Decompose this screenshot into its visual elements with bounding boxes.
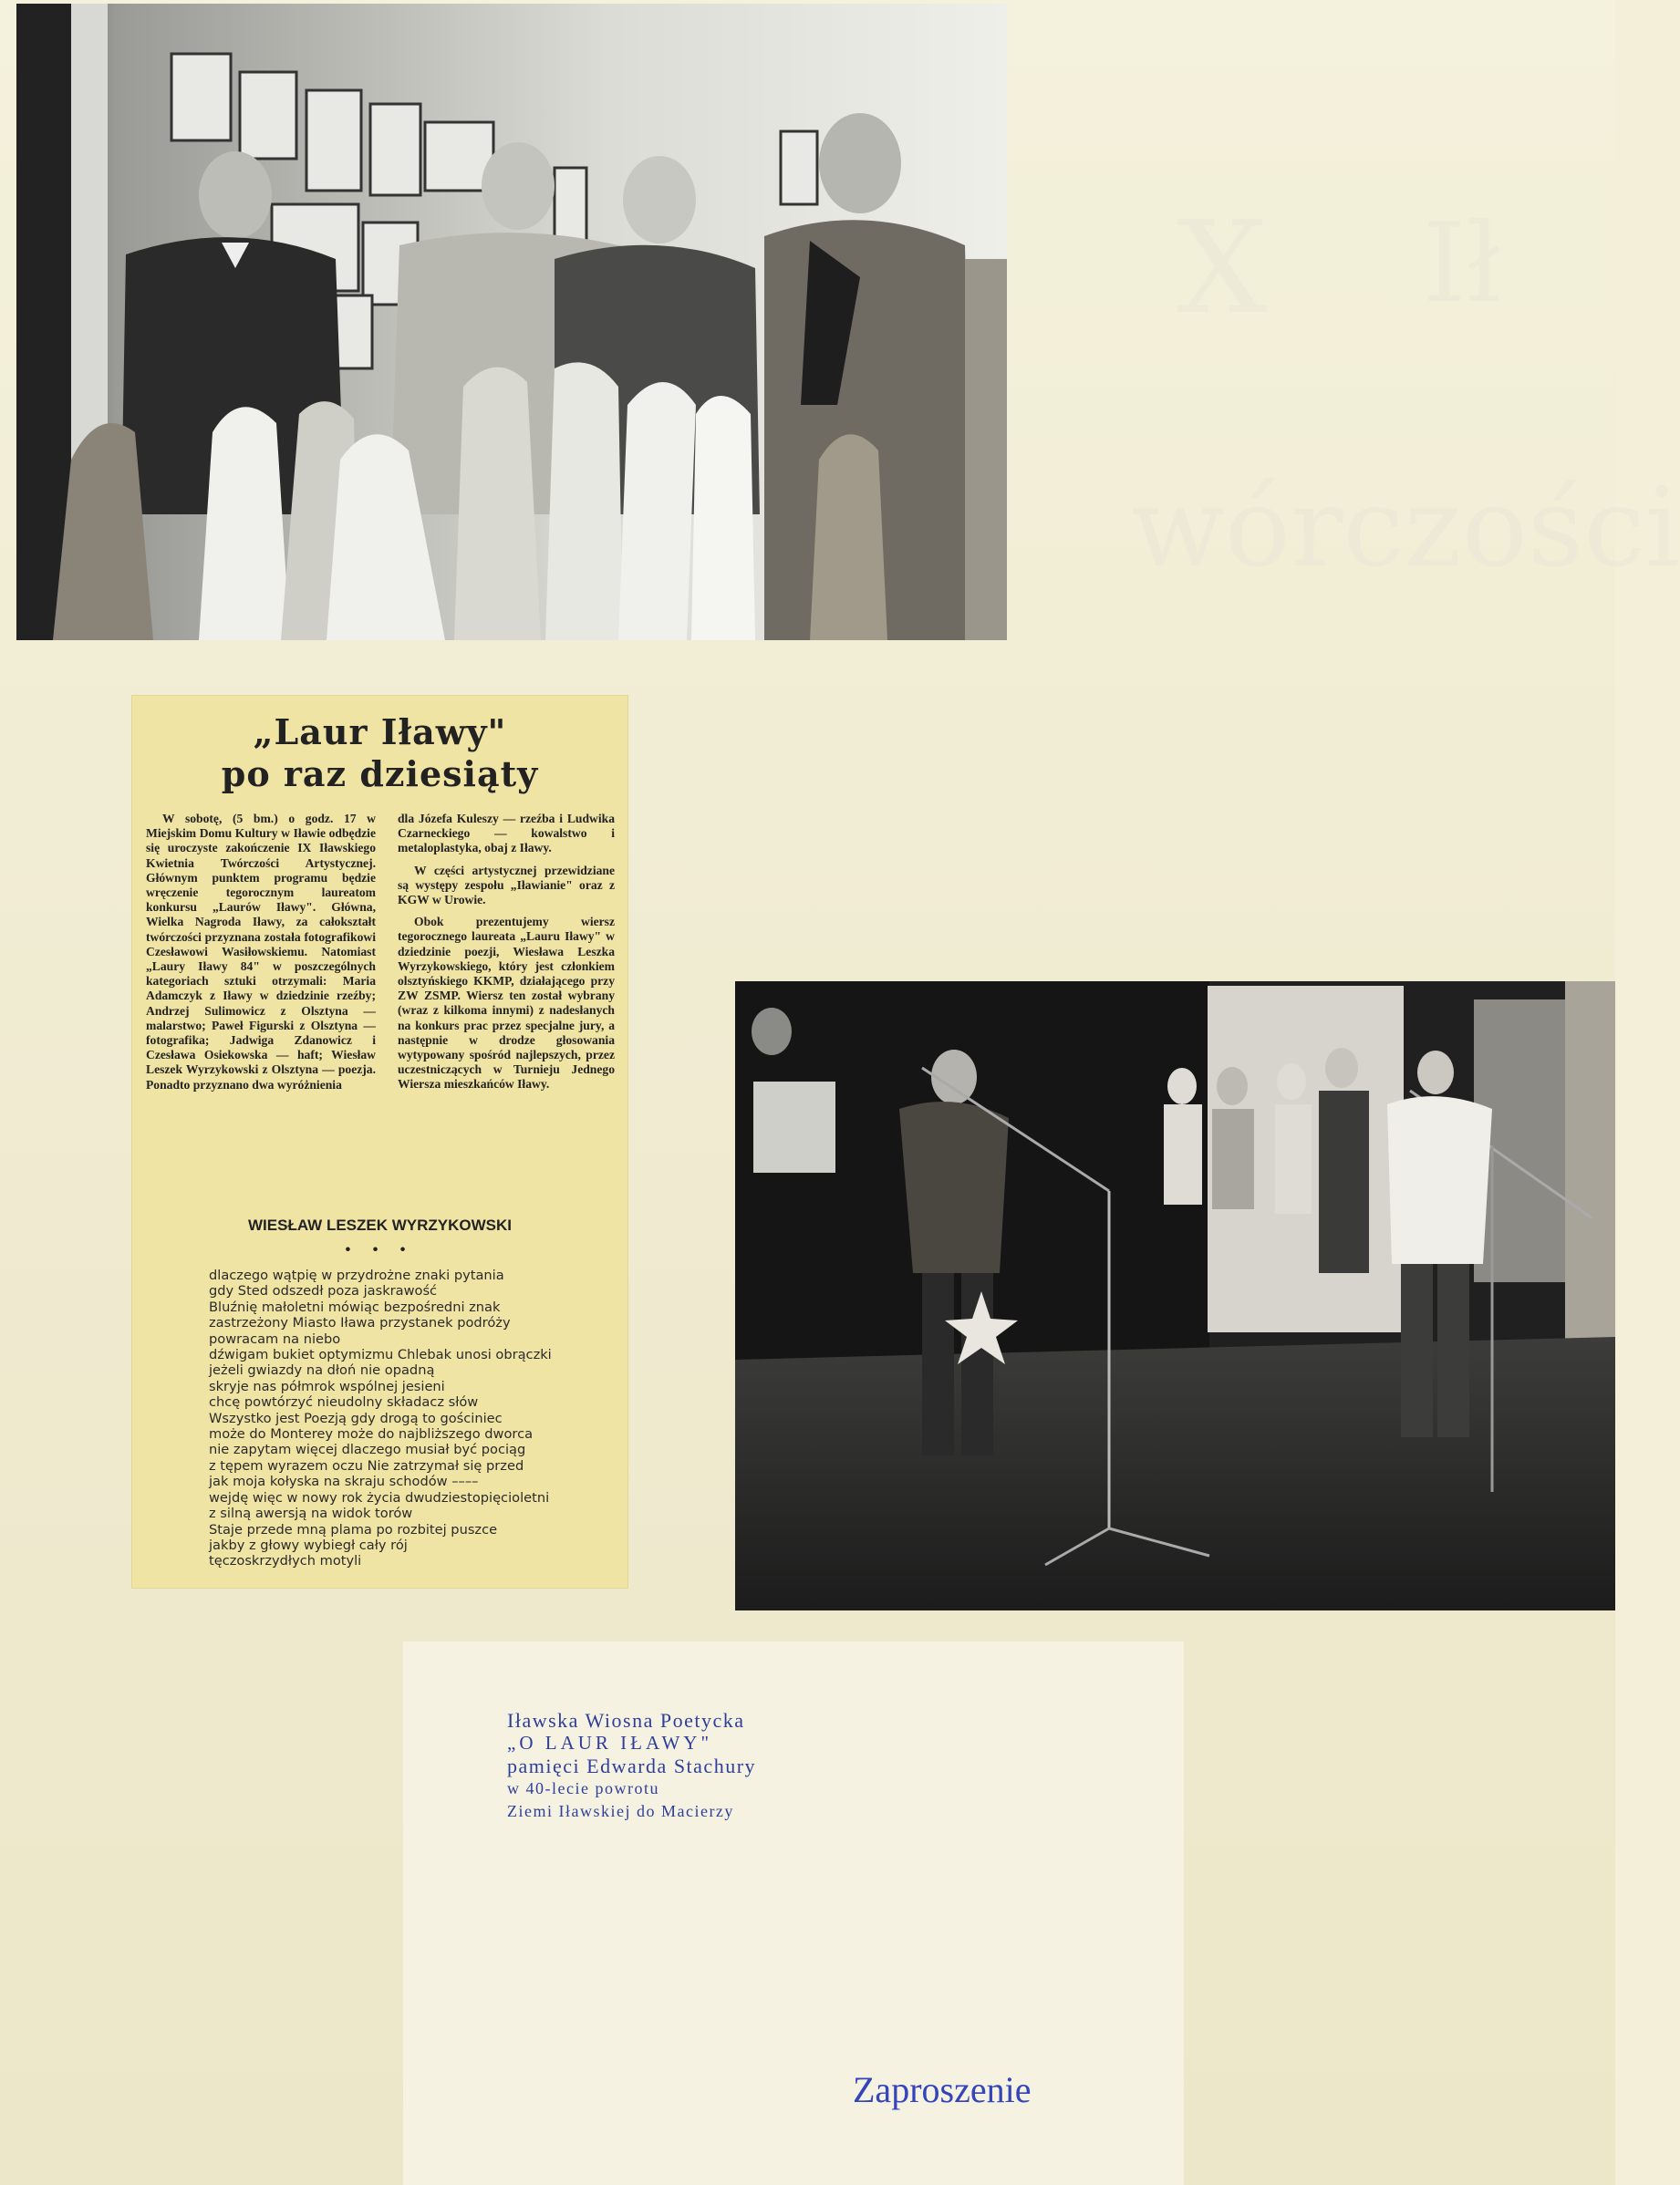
clipping-right-column (398, 812, 615, 1100)
invitation-word: Zaproszenie (853, 2069, 1032, 2110)
photo-icon (16, 4, 1007, 640)
poem-line: jeżeli gwiazdy na dłoń nie opadną (209, 1362, 435, 1379)
newspaper-clipping (131, 695, 628, 1589)
show-through-x: X (1177, 194, 1268, 343)
poem-line: tęczoskrzydłych motyli (209, 1553, 362, 1569)
poem-line: chcę powtórzyć nieudolny składacz słów (209, 1394, 479, 1411)
poem-line: dźwigam bukiet optymizmu Chlebak unosi obrączki (209, 1347, 552, 1363)
photo-men-with-sculptures (16, 4, 1007, 640)
poem-line: Bluźnię małoletni mówiąc bezpośredni znak (209, 1299, 501, 1315)
invitation-line: „O LAUR IŁAWY" (507, 1732, 713, 1754)
poem-line: skryje nas półmrok wspólnej jesieni (209, 1378, 445, 1394)
poem-line: z silną awersją na widok torów (209, 1506, 413, 1522)
poem-line: nie zapytam więcej dlaczego musiał być pociąg (209, 1442, 526, 1458)
clipping-title-line2: po raz dziesiąty (221, 753, 539, 794)
invitation-heading (507, 1709, 963, 1823)
photo-icon (735, 981, 1615, 1610)
poem-line: zastrzeżony Miasto Iława przystanek podróży (209, 1315, 511, 1331)
invitation-card (403, 1641, 1184, 2185)
poem-line: dlaczego wątpię w przydrożne znaki pytania (209, 1268, 504, 1283)
clipping-paragraph: W części artystycznej przewidziane są występy zespołu „Iławianie" oraz z KGW w Urowie. (398, 863, 615, 907)
photo-children-on-stage (735, 981, 1615, 1610)
poem-line: z tępem wyrazem oczu Nie zatrzymał się przed (209, 1457, 524, 1474)
poem-line: jak moja kołyska na skraju schodów –––– (209, 1474, 479, 1490)
clipping-paragraph: W sobotę, (5 bm.) o godz. 17 w Miejskim Domu Kultury w Iławie odbędzie się uroczyste zakończenie IX Iławskiego Kwietnia Twórczości Artystycznej. Głównym punktem programu będzie wręczenie tegorocznym laureatom konkursu „Laurów Iławy". Główna, Wielka Nagroda Iławy, za całokształt twórczości przyznana została fotografikowi Czesławowi Wasiłowskiemu. Natomiast „Laury Iławy 84" w poszczególnych kategoriach sztuki otrzymali: Maria Adamczyk z Iławy w dziedzinie rzeźby; Andrzej Sulimowicz z Olsztyna — malarstwo; Paweł Figurski z Olsztyna — fotografika; Jadwiga Zdanowicz i Czesława Osiekowska — haft; Wiesław Leszek Wyrzykowski z Olsztyna — poezja. Ponadto przyznano dwa wyróżnienia (146, 812, 376, 1092)
invitation-line: w 40-lecie powrotu (507, 1779, 659, 1797)
invitation-line: Ziemi Iławskiej do Macierzy (507, 1802, 734, 1820)
poem-line: gdy Sted odszedł poza jaskrawość (209, 1283, 438, 1300)
poem-line: Staje przede mną plama po rozbitej puszce (209, 1521, 498, 1538)
invitation-line: pamięci Edwarda Stachury (507, 1755, 757, 1777)
show-through-text-2: wórczości (1131, 465, 1680, 592)
invitation-line: Iławska Wiosna Poetycka (507, 1709, 745, 1732)
clipping-paragraph: Obok prezentujemy wiersz tegorocznego laureata „Lauru Iławy" w dziedzinie poezji, Wiesława Leszka Wyrzykowskiego, który jest członkiem olsztyńskiego KKMP, działającego przy ZW ZSMP. Wiersz ten został wybrany (wraz z kilkoma innymi) z nadesłanych na konkurs prac przez specjalne jury, a następnie w drodze głosowania wytypowany spośród najlepszych, przez uczestniczących w Turnieju Jednego Wiersza mieszkańców Iławy. (398, 915, 615, 1092)
clipping-paragraph: dla Józefa Kuleszy — rzeźba i Ludwika Czarneckiego — kowalstwo i metaloplastyka, obaj z Iławy. (398, 812, 615, 855)
poem-line: Wszystko jest Poezją gdy drogą to gościniec (209, 1410, 503, 1426)
poem-line: wejdę więc w nowy rok życia dwudziestopięcioletni (209, 1489, 550, 1506)
poem (209, 1268, 619, 1569)
poem-line: jakby z głowy wybiegł cały rój (209, 1537, 408, 1553)
poem-line: powracam na niebo (209, 1331, 341, 1347)
poem-author: WIESŁAW LESZEK WYRZYKOWSKI (248, 1217, 512, 1234)
clipping-title-line1: „Laur Iławy" (253, 711, 507, 752)
clipping-left-column (146, 812, 376, 1100)
poem-line: może do Monterey może do najbliższego dworca (209, 1426, 534, 1443)
show-through-text: Ił (1423, 201, 1502, 327)
poem-separator: • • • (345, 1242, 415, 1258)
